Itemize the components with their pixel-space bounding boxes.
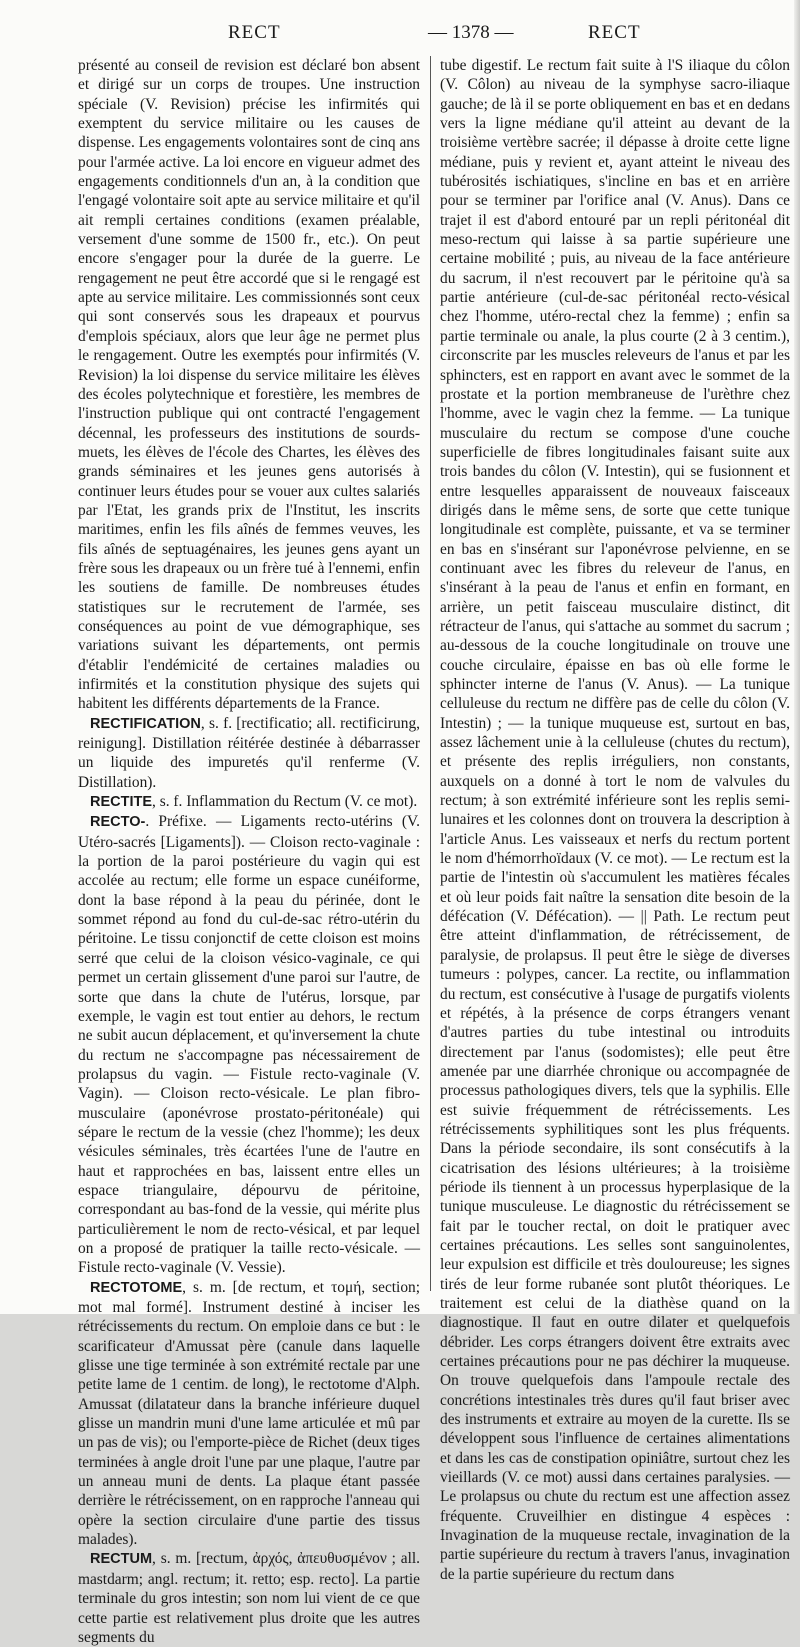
entry-text: , s. m. [rectum, ἀρχός, ἀπευθυσμένον ; all. mastdarm; angl. rectum; it. retto; esp. recto]. La partie terminale du gros intestin; son nom lui vient de ce que cette partie est relativement plus droite que les autres segments du — [78, 1550, 420, 1646]
entry-paragraph — [78, 812, 420, 1277]
entry-headword: RECTO- — [90, 814, 146, 831]
entry-text: , s. f. [rectificatio; all. rectificirung, reinigung]. Distillation réitérée destinée à débarrasser un liquide des impuretés qu'il renferme (V. Distillation). — [78, 714, 420, 791]
header-left-word: RECT — [228, 22, 281, 43]
entry-paragraph — [78, 792, 420, 812]
right-column — [440, 56, 790, 1583]
entry-headword: RECTITE — [90, 794, 153, 811]
entry-paragraph — [78, 1278, 420, 1550]
entry-headword: RECTOTOME — [90, 1279, 183, 1296]
header-right-word: RECT — [588, 22, 641, 43]
entry-text: présenté au conseil de revision est déclaré bon absent et dirigé sur un corps de troupes. Une instruction spéciale (V. Revision) précise les infirmités qui exemptent du service militaire ou les causes de dispense. Les engagements volontaires sont de cinq ans pour l'armée active. La loi encore en vigueur admet des engagements conditionnels d'un an, à la condition que l'engagé volontaire soit apte au service militaire et qu'il ait rempli certaines conditions (examen préalable, versement d'une somme de 1500 fr., etc.). On peut encore s'engager pour la durée de la guerre. Le rengagement ne peut être accordé que si le rengagé est apte au service militaire. Les commissionnés sont ceux qui sont conservés sous les drapeaux et pourvus d'emplois spéciaux, alors que leur âge ne permet plus le rengagement. Outre les exemptés pour infirmités (V. Revision) la loi dispense du service militaire les élèves des écoles polytechnique et forestière, les membres de l'instruction publique qui ont contracté l'engagement décennal, les professeurs des institutions de sourds-muets, les élèves de l'école des Chartes, les élèves des grands séminaires et les jeunes gens autorisés à continuer leurs études pour se vouer aux cultes salariés par l'Etat, les grands prix de l'Institut, les inscrits maritimes, enfin les fils aînés de femmes veuves, les fils aînés de septuagénaires, les jeunes gens ayant un frère sous les drapeaux ou un frère tué à l'ennemi, enfin les soutiens de famille. De nombreuses études statistiques sur le recrutement de l'armée, ses conséquences au point de vue démographique, ses variations suivant les départements, ont permis d'établir l'endémicité de certaines maladies ou infirmités et la constitution physique des sujets qui habitent les différents départements de la France. — [78, 57, 420, 713]
page-edge — [794, 0, 800, 1314]
entry-text: . Préfixe. — Ligaments recto-utérins (V. Utéro-sacrés [Ligaments]). — Cloison recto-vaginale : la portion de la paroi postérieure du vagin qui est accolée au rectum; elle forme un espace cunéiforme, dont la base répond à la peau du périnée, dont le sommet répond au fond du cul-de-sac rétro-utérin du péritoine. Le tissu conjonctif de cette cloison est moins serré que celui de la cloison vésico-vaginale, ce qui permet un certain glissement d'une paroi sur l'autre, de sorte que dans la chute de l'utérus, lorsque, par exemple, le vagin est tout entier au dehors, le rectum ne subit aucun déplacement, et qu'inversement la chute du rectum ne s'accompagne pas nécessairement de prolapsus du vagin. — Fistule recto-vaginale (V. Vagin). — Cloison recto-vésicale. Le plan fibro-musculaire (aponévrose prostato-péritonéale) qui sépare le rectum de la vessie (chez l'homme); les deux vésicules séminales, très écartées l'une de l'autre en haut et rapprochées en bas, laissent entre elles un espace triangulaire, dépourvu de péritoine, correspondant au bas-fond de la vessie, qui mérite plus particulièrement le nom de recto-vésical, et par lequel on a proposé de pratiquer la taille recto-vésicale. — Fistule recto-vaginale (V. Vessie). — [78, 813, 420, 1277]
entry-text: tube digestif. Le rectum fait suite à l'S iliaque du côlon (V. Côlon) au niveau de la symphyse sacro-iliaque gauche; de là il se porte obliquement en bas et en dedans vers la ligne médiane qu'il atteint au devant de la troisième vertèbre sacrée; il dépasse à droite cette ligne médiane, puis y revient et, ayant atteint le niveau des tubérosités ischiatiques, s'incline en bas et en arrière pour se terminer par l'orifice anal (V. Anus). Dans ce trajet il est d'abord entouré par un repli péritonéal dit meso-rectum qui laisse à sa partie supérieure une certaine mobilité ; puis, au niveau de la face antérieure du sacrum, il n'est recouvert par le péritoine qu'à sa partie antérieure (cul-de-sac péritonéal recto-vésical chez l'homme, utéro-rectal chez la femme) ; enfin sa partie terminale ou anale, la plus courte (2 à 3 centim.), circonscrite par les muscles releveurs de l'anus et par les sphincters, est en rapport en avant avec le sommet de la prostate et la portion membraneuse de l'urèthre chez l'homme, avec le vagin chez la femme. — La tunique musculaire du rectum se compose d'une couche superficielle de fibres longitudinales faisant suite aux trois bandes du côlon (V. Intestin), qui se fusionnent et entre lesquelles apparaissent de nouveaux faisceaux dirigés dans le même sens, de sorte que cette tunique longitudinale est complète, puissante, et va se terminer en bas en s'insérant sur l'aponévrose pelvienne, en se continuant avec les fibres du releveur de l'anus, en s'insérant à la peau de l'anus et enfin en formant, en arrière, un petit faisceau musculaire distinct, dit rétracteur de l'anus, qui s'attache au sommet du sacrum ; au-dessous de la couche longitudinale on trouve une couche circulaire, épaisse en bas où elle forme le sphincter interne de l'anus (V. Anus). — La tunique celluleuse du rectum ne diffère pas de celle du côlon (V. Intestin) ; — la tunique muqueuse est, surtout en bas, assez lâchement unie à la celluleuse (chutes du rectum), et présente des replis irréguliers, non constants, auxquels on a donné à tort le nom de valvules du rectum; à son extrémité inférieure sont les replis semi-lunaires et les colonnes dont on trouvera la description à l'article Anus. Les vaisseaux et nerfs du rectum portent le nom d'hémorrhoïdaux (V. ce mot). — Le rectum est la partie de l'intestin où s'accumulent les matières fécales et où leur poids fait naître la sensation dite besoin de la défécation (V. Défécation). — || Path. Le rectum peut être atteint d'inflammation, de rétrécissement, de paralysie, de prolapsus. Il peut être le siège de diverses tumeurs : polypes, cancer. La rectite, ou inflammation du rectum, est consécutive à l'usage de purgatifs violents et répétés, à la présence de corps étrangers venant d'autres parties du tube intestinal ou introduits directement par l'anus (sodomistes); elle peut être amenée par une diarrhée chronique ou accompagnée de processus pathologiques divers, tels que la syphilis. Elle est suivie fréquemment de rétrécissements. Les rétrécissements syphilitiques sont les plus fréquents. Dans la période secondaire, ils sont consécutifs à la cicatrisation des lésions ultérieures; à la troisième période ils tiennent à un processus hyperplasique de la tunique musculeuse. Le diagnostic du rétrécissement se fait par le toucher rectal, on doit le pratiquer avec certaines précautions. Les selles sont sanguinolentes, leur expulsion est difficile et très douloureuse; les signes tirés de leur forme rubanée sont plutôt théoriques. Le traitement est celui de la diathèse quand on la diagnostique. Il faut en outre dilater et quelquefois débrider. Les corps étrangers doivent être extraits avec certaines précautions pour ne pas déchirer la muqueuse. On trouve quelquefois dans l'ampoule rectale des concrétions intestinales très dures qu'il faut briser avec des instruments et extraire au moyen de la curette. Ils se développent sous l'influence de certaines alimentations et dans les cas de constipation opiniâtre, surtout chez les vieillards (V. ce mot) aussi dans certaines paralysies. — Le prolapsus ou chute du rectum est une affection assez fréquente. Cruveilhier en distingue 4 espèces : Invagination de la muqueuse rectale, invagination de la partie supérieure du rectum à travers l'anus, invagination de la partie supérieure du rectum dans — [440, 57, 790, 1583]
page-number: — 1378 — — [428, 22, 514, 43]
entry-text: , s. m. [de rectum, et τομή, section; mot mal formé]. Instrument destiné à inciser les rétrécissements du rectum. On emploie dans ce but : le scarificateur d'Amussat père (canule dans laquelle glisse une tige terminée à son extrémité rectale par une petite lame de 1 centim. de long), le rectotome d'Alph. Amussat (dilatateur dans la branche inférieure duquel glisse un mandrin muni d'une lame articulée et mû par un pas de vis); ou l'emporte-pièce de Richet (deux tiges terminées à angle droit l'une par une plaque, l'autre par un anneau muni de dents. La plaque étant passée derrière le rétrécissement, on en rapproche l'anneau qui opère la section circulaire d'une partie des tissus malades). — [78, 1278, 420, 1549]
column-divider — [430, 56, 431, 1291]
entry-paragraph — [78, 714, 420, 792]
entry-paragraph — [78, 1549, 420, 1647]
entry-text: , s. f. Inflammation du Rectum (V. ce mot). — [152, 793, 418, 811]
entry-paragraph — [78, 56, 420, 714]
entry-headword: RECTIFICATION — [90, 715, 201, 732]
entry-paragraph — [440, 56, 790, 1584]
left-column — [78, 56, 420, 1646]
running-header — [78, 22, 780, 48]
entry-headword: RECTUM — [90, 1551, 153, 1568]
